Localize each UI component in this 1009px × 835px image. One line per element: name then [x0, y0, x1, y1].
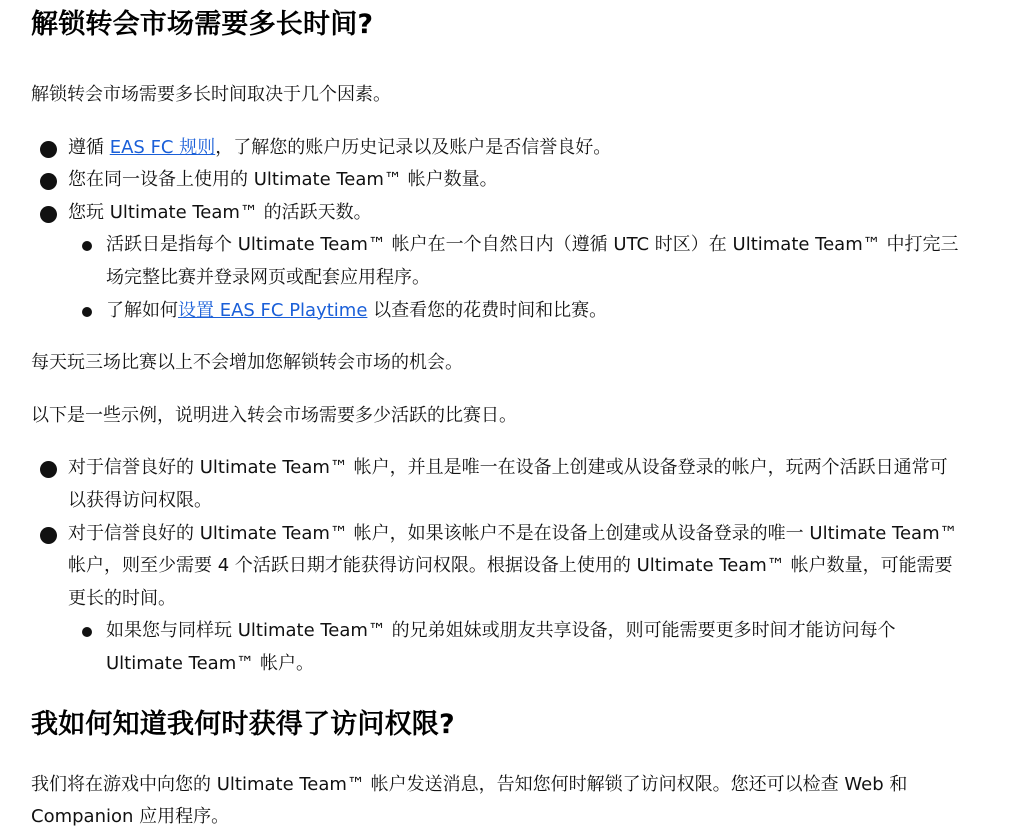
subfactor-prefix: 了解如何 — [106, 299, 178, 321]
factor-suffix: ，了解您的账户历史记录以及账户是否信誉良好。 — [215, 136, 612, 158]
examples-intro-paragraph: 以下是一些示例，说明进入转会市场需要多少活跃的比赛日。 — [31, 404, 517, 426]
eas-fc-rules-link[interactable]: EAS FC 规则 — [109, 136, 216, 158]
list-item: 如果您与同样玩 Ultimate Team™ 的兄弟姐妹或朋友共享设备，则可能需要更多时间才能访问每个 Ultimate Team™ 帐户。 — [68, 615, 961, 680]
list-item — [31, 132, 961, 165]
factor-prefix: 遵循 — [68, 136, 110, 158]
list-item: 活跃日是指每个 Ultimate Team™ 帐户在一个自然日内（遵循 UTC 时区）在 Ultimate Team™ 中打完三场完整比赛并登录网页或配套应用程序。 — [68, 229, 961, 294]
list-item: 您在同一设备上使用的 Ultimate Team™ 帐户数量。 — [31, 164, 961, 197]
section-heading-unlock-time: 解锁转会市场需要多长时间? — [31, 9, 374, 40]
list-item: 对于信誉良好的 Ultimate Team™ 帐户，并且是唯一在设备上创建或从设备登录的帐户，玩两个活跃日通常可以获得访问权限。 — [31, 452, 961, 517]
subfactor-suffix: 以查看您的花费时间和比赛。 — [367, 299, 608, 321]
access-notice-paragraph: 我们将在游戏中向您的 Ultimate Team™ 帐户发送消息，告知您何时解锁了访问权限。您还可以检查 Web 和 Companion 应用程序。 — [31, 773, 908, 828]
example-text: 对于信誉良好的 Ultimate Team™ 帐户，如果该帐户不是在设备上创建或从设备登录的唯一 Ultimate Team™ 帐户，则至少需要 4 个活跃日期才能获得访问权限。根据设备上使用的 Ultimate Team™ 帐户数量，可能需要更长的时间。 — [68, 522, 958, 609]
list-item — [68, 295, 961, 328]
examples-list — [31, 452, 961, 680]
intro-paragraph: 解锁转会市场需要多长时间取决于几个因素。 — [31, 84, 391, 105]
example-sublist — [68, 615, 961, 680]
playtime-settings-link[interactable]: 设置 EAS FC Playtime — [178, 299, 368, 321]
subfactors-list — [68, 229, 961, 327]
list-item — [31, 197, 961, 327]
note-paragraph: 每天玩三场比赛以上不会增加您解锁转会市场的机会。 — [31, 352, 463, 374]
factor-text: 您玩 Ultimate Team™ 的活跃天数。 — [68, 201, 372, 223]
list-item — [31, 518, 961, 681]
factors-list — [31, 132, 961, 328]
section-heading-access-notice: 我如何知道我何时获得了访问权限? — [31, 708, 455, 740]
